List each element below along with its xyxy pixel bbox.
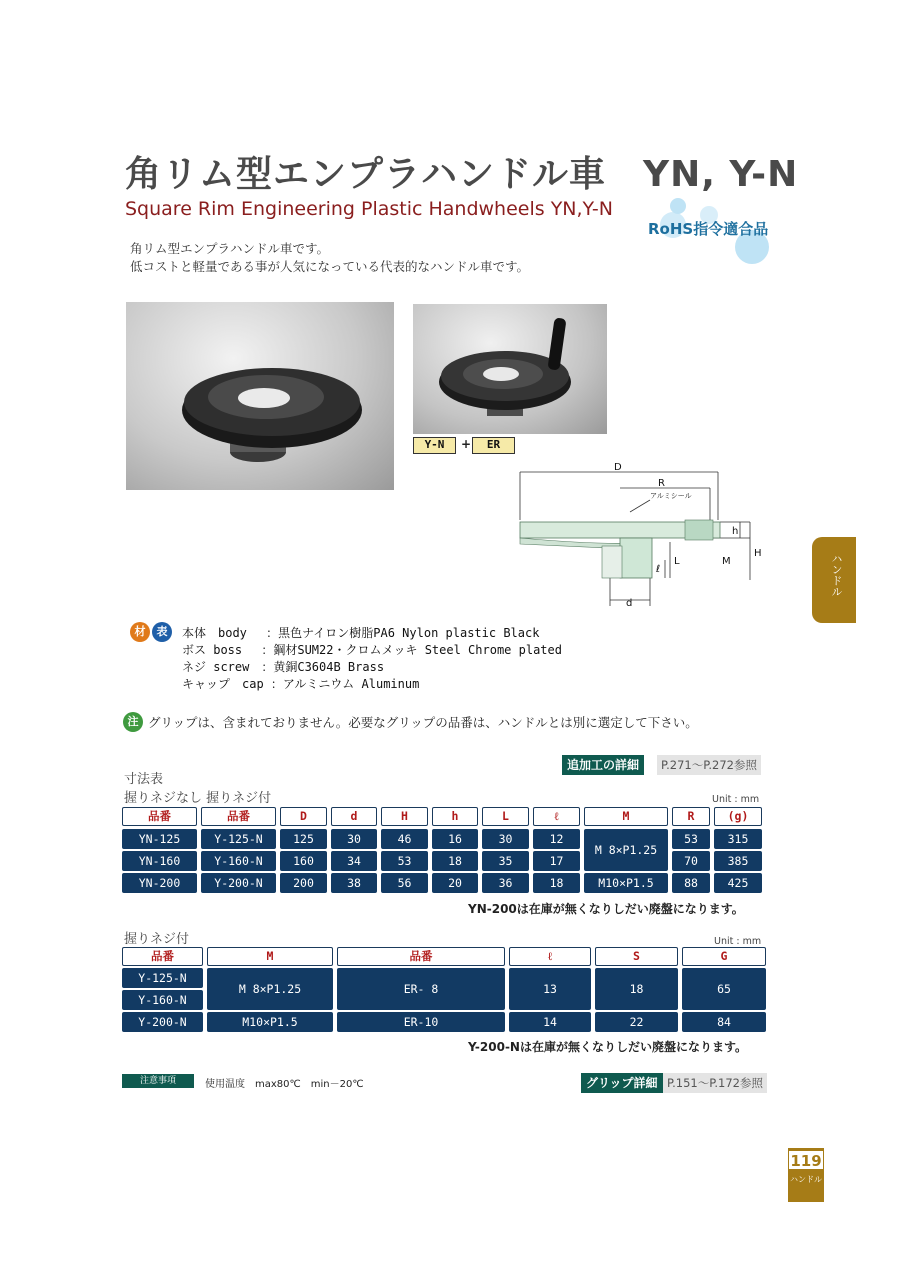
table1-unit: Unit : mm: [712, 794, 760, 805]
table-cell: YN-200: [122, 873, 197, 893]
table-cell: M10×P1.5: [584, 873, 668, 893]
table1-footnote: YN-200は在庫が無くなりしだい廃盤になります。: [468, 902, 744, 916]
table-cell: 18: [595, 968, 678, 1010]
page-section: ハンドル: [790, 1175, 822, 1184]
table-cell: M 8×P1.25: [584, 829, 668, 871]
table-cell: Y-200-N: [122, 1012, 203, 1032]
table2-title: 握りネジ付: [124, 932, 190, 947]
table-cell: 18: [533, 873, 580, 893]
table-header: (g): [714, 807, 762, 826]
page-number-box: [788, 1148, 824, 1202]
table-cell: 65: [682, 968, 766, 1010]
section-tab-label: ハンドル: [830, 553, 843, 597]
page-number: 119: [788, 1150, 824, 1170]
description-line: 低コストと軽量である事が人気になっている代表的なハンドル車です。: [130, 259, 530, 274]
table-cell: 46: [381, 829, 428, 849]
grip-detail-badge[interactable]: グリップ詳細: [581, 1073, 663, 1093]
table-cell: 38: [331, 873, 377, 893]
table-cell: 200: [280, 873, 327, 893]
table-header: 品番: [122, 807, 197, 826]
table-cell: 70: [672, 851, 710, 871]
table-cell: Y-125-N: [201, 829, 276, 849]
label-h: h: [732, 526, 739, 537]
table-cell: 53: [381, 851, 428, 871]
table-cell: YN-125: [122, 829, 197, 849]
caution-text: 使用温度 max80℃ min－20℃: [205, 1079, 364, 1090]
caution-badge: 注意事項: [122, 1074, 194, 1088]
table-cell: 385: [714, 851, 762, 871]
grip-detail-pages: P.151～P.172参照: [663, 1073, 767, 1093]
label-R: R: [658, 478, 665, 489]
table-header: R: [672, 807, 710, 826]
table-header: G: [682, 947, 766, 966]
table-cell: 35: [482, 851, 529, 871]
table-cell: 160: [280, 851, 327, 871]
description-line: 角リム型エンプラハンドル車です。: [130, 241, 330, 256]
page-subtitle: Square Rim Engineering Plastic Handwheels YN,Y-N: [125, 198, 613, 220]
material-row: ボス boss ：鋼材SUM22・クロムメッキ Steel Chrome plated: [182, 643, 562, 657]
table-cell: 34: [331, 851, 377, 871]
table-cell: 20: [432, 873, 478, 893]
table1-title: 寸法表: [124, 772, 164, 787]
table-cell: 425: [714, 873, 762, 893]
note-text: グリップは、含まれておりません。必要なグリップの品番は、ハンドルとは別に選定して下さい。: [148, 715, 698, 730]
table-header: 品番: [337, 947, 505, 966]
material-row: キャップ cap ：アルミニウム Aluminum: [182, 677, 420, 691]
table-header: d: [331, 807, 377, 826]
plus-sign: +: [461, 437, 472, 451]
table-cell: 30: [482, 829, 529, 849]
table-header: h: [432, 807, 478, 826]
label-L: L: [674, 556, 680, 567]
table-cell: ER- 8: [337, 968, 505, 1010]
tag-y-n: Y-N: [413, 437, 456, 454]
note-icon: 注: [123, 712, 143, 732]
table-cell: 22: [595, 1012, 678, 1032]
extra-work-pages: P.271～P.272参照: [657, 755, 761, 775]
rohs-badge: [640, 198, 780, 268]
table2-footnote: Y-200-Nは在庫が無くなりしだい廃盤になります。: [468, 1040, 748, 1054]
table-cell: 88: [672, 873, 710, 893]
table-cell: Y-160-N: [122, 990, 203, 1010]
table-cell: M 8×P1.25: [207, 968, 333, 1010]
material-row: ネジ screw ：黄銅C3604B Brass: [182, 660, 385, 674]
table-header: S: [595, 947, 678, 966]
table-cell: 16: [432, 829, 478, 849]
table-cell: M10×P1.5: [207, 1012, 333, 1032]
description: [130, 240, 529, 276]
label-l: ℓ: [656, 564, 661, 575]
tag-er: ER: [472, 437, 515, 454]
extra-work-badge[interactable]: 追加工の詳細: [562, 755, 644, 775]
label-d: d: [626, 598, 633, 609]
surface-icon: 表: [152, 622, 172, 642]
table-header: L: [482, 807, 529, 826]
table-header: 品番: [201, 807, 276, 826]
dimension-drawing: [510, 460, 770, 610]
table-cell: 30: [331, 829, 377, 849]
table-cell: YN-160: [122, 851, 197, 871]
table1-subtitle: 握りネジなし 握りネジ付: [124, 791, 272, 806]
material-row: 本体 body ：黒色ナイロン樹脂PA6 Nylon plastic Black: [182, 626, 540, 640]
table-cell: ER-10: [337, 1012, 505, 1032]
table-cell: 125: [280, 829, 327, 849]
label-M: M: [722, 556, 731, 567]
table-header: M: [584, 807, 668, 826]
table-cell: Y-160-N: [201, 851, 276, 871]
material-icon: 材: [130, 622, 150, 642]
label-D: D: [614, 462, 622, 473]
table-header: ℓ: [509, 947, 591, 966]
page-title: 角リム型エンプラハンドル車 YN, Y-N: [125, 154, 799, 195]
rohs-label: RoHS指令適合品: [648, 220, 769, 238]
label-aluminum-seal: アルミシール: [650, 492, 692, 500]
table-header: ℓ: [533, 807, 580, 826]
table-cell: 17: [533, 851, 580, 871]
table-cell: 18: [432, 851, 478, 871]
table-header: H: [381, 807, 428, 826]
table-header: 品番: [122, 947, 203, 966]
table2-unit: Unit : mm: [714, 936, 762, 947]
table-cell: 12: [533, 829, 580, 849]
table-cell: 14: [509, 1012, 591, 1032]
table-cell: 315: [714, 829, 762, 849]
product-photo-yn: [126, 302, 394, 490]
table-cell: 56: [381, 873, 428, 893]
table-cell: 36: [482, 873, 529, 893]
label-H: H: [754, 548, 762, 559]
table-cell: 84: [682, 1012, 766, 1032]
product-photo-yn-with-grip: [413, 304, 607, 434]
table-header: D: [280, 807, 327, 826]
table-cell: 53: [672, 829, 710, 849]
section-tab: [812, 537, 856, 623]
table-cell: Y-125-N: [122, 968, 203, 988]
table-cell: Y-200-N: [201, 873, 276, 893]
table-cell: 13: [509, 968, 591, 1010]
table-header: M: [207, 947, 333, 966]
